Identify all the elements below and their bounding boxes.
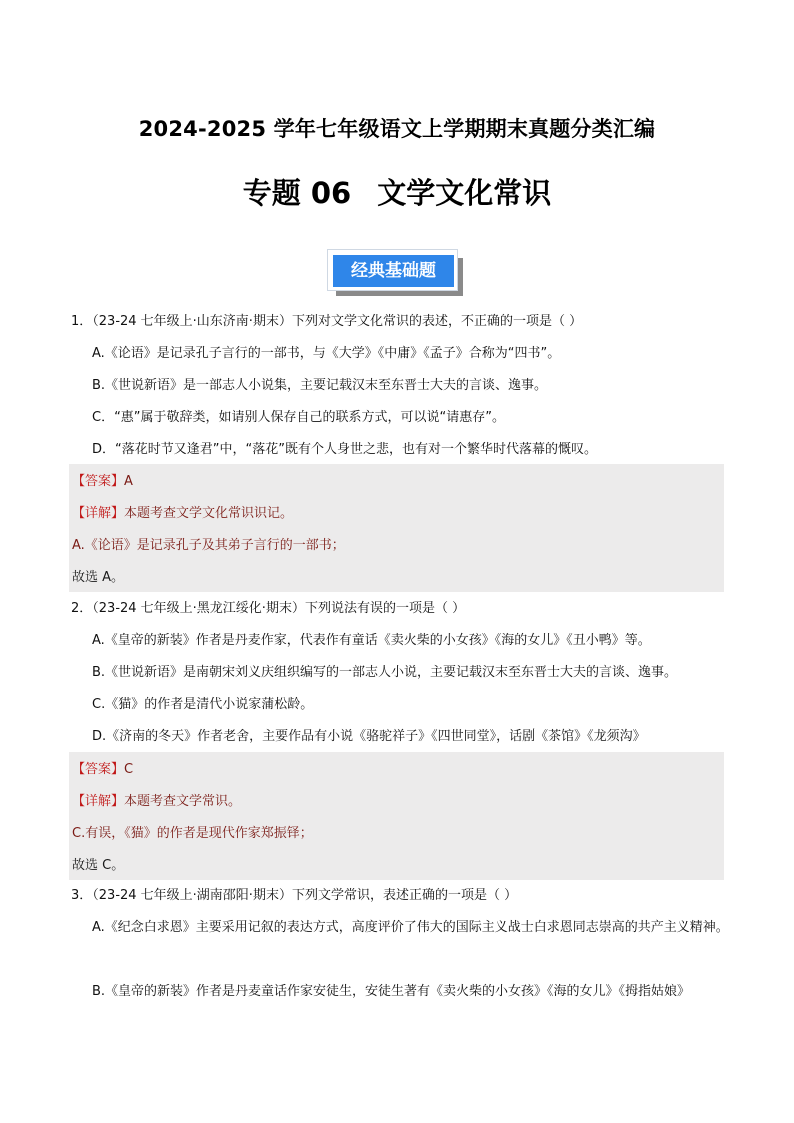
- detail-tag: 【详解】: [72, 506, 125, 521]
- question-1-detail: [72, 505, 293, 523]
- question-1-answer: [72, 473, 133, 491]
- section-badge-label: 经典基础题: [333, 255, 454, 287]
- topic-number: 专题 06: [242, 176, 352, 210]
- question-2-option-b: B.《世说新语》是南朝宋刘义庆组织编写的一部志人小说，主要记载汉末至东晋士大夫的言谈、逸事。: [92, 665, 678, 680]
- question-1-option-a: A.《论语》是记录孔子言行的一部书，与《大学》《中庸》《孟子》合称为“四书”。: [92, 346, 561, 361]
- section-badge: [327, 249, 467, 299]
- question-2-option-c: C.《猫》的作者是清代小说家蒲松龄。: [92, 697, 314, 712]
- detail-tag: 【详解】: [72, 794, 125, 809]
- question-1-option-d: D．“落花时节又逢君”中，“落花”既有个人身世之悲，也有对一个繁华时代落幕的慨叹。: [92, 442, 597, 457]
- question-2-answer-panel: [69, 752, 724, 880]
- question-1-option-c: C．“惠”属于敬辞类，如请别人保存自己的联系方式，可以说“请惠存”。: [92, 410, 506, 425]
- question-1-option-b: B.《世说新语》是一部志人小说集，主要记载汉末至东晋士大夫的言谈、逸事。: [92, 378, 548, 393]
- answer-value: C: [124, 762, 134, 777]
- question-1-stem: 1．（23-24 七年级上·山东济南·期末）下列对文学文化常识的表述，不正确的一项是（ ）: [71, 314, 583, 329]
- topic-name: 文学文化常识: [377, 176, 552, 210]
- question-2-option-a: A.《皇帝的新装》作者是丹麦作家，代表作有童话《卖火柴的小女孩》《海的女儿》《丑小鸭》等。: [92, 633, 651, 648]
- question-2-option-d: D.《济南的冬天》作者老舍，主要作品有小说《骆驼祥子》《四世同堂》，话剧《茶馆》《龙须沟》: [92, 729, 646, 744]
- question-3-option-a: A.《纪念白求恩》主要采用记叙的表达方式，高度评价了伟大的国际主义战士白求恩同志崇高的共产主义精神。: [92, 920, 729, 935]
- question-2-answer: [72, 761, 133, 779]
- document-title: 2024-2025 学年七年级语文上学期期末真题分类汇编: [138, 117, 656, 141]
- question-2-conclusion: 故选 C。: [72, 858, 125, 873]
- question-1-conclusion: 故选 A。: [72, 570, 125, 585]
- detail-text: 本题考查文学常识。: [124, 794, 242, 809]
- badge-frame: [327, 249, 458, 291]
- question-1-answer-panel: [69, 464, 724, 592]
- question-2-explanation: C.有误，《猫》的作者是现代作家郑振铎；: [72, 826, 313, 841]
- question-2-stem: 2．（23-24 七年级上·黑龙江绥化·期末）下列说法有误的一项是（ ）: [71, 601, 466, 616]
- answer-tag: 【答案】: [72, 474, 125, 489]
- question-1-explanation: A.《论语》是记录孔子及其弟子言行的一部书；: [72, 538, 345, 553]
- topic-title: [0, 171, 794, 212]
- question-2-detail: [72, 793, 241, 811]
- question-3-stem: 3．（23-24 七年级上·湖南邵阳·期末）下列文学常识，表述正确的一项是（ ）: [71, 888, 518, 903]
- question-3-option-b: B.《皇帝的新装》作者是丹麦童话作家安徒生，安徒生著有《卖火柴的小女孩》《海的女儿》《拇指姑娘》: [92, 984, 691, 999]
- answer-value: A: [124, 474, 133, 489]
- detail-text: 本题考查文学文化常识识记。: [124, 506, 294, 521]
- answer-tag: 【答案】: [72, 762, 125, 777]
